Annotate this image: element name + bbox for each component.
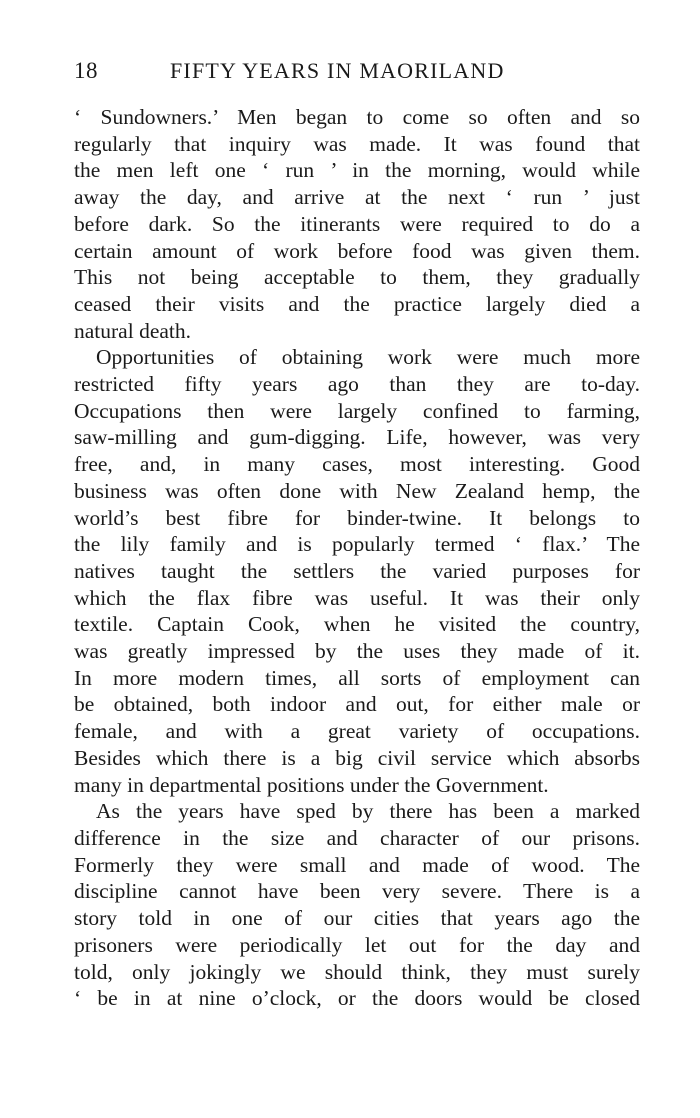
text-line: before dark. So the itinerants were required to do a [74,211,640,236]
text-line: Besides which there is a big civil service which absorbs [74,745,640,770]
text-line: story told in one of our cities that years ago the [74,906,640,931]
text-line: many in departmental positions under the Government. [74,772,549,797]
text-line: discipline cannot have been very severe. There is a [74,879,640,904]
body-text [74,104,640,1012]
text-line: restricted fifty years ago than they are to-day. [74,372,640,397]
text-line: Occupations then were largely confined to farming, [74,398,640,423]
text-line: ceased their visits and the practice largely died a [74,291,640,316]
paragraph [74,798,640,1012]
running-title: FIFTY YEARS IN MAORILAND [170,58,505,83]
text-line: regularly that inquiry was made. It was found that [74,131,640,156]
text-line: told, only jokingly we should think, they must surely [74,959,640,984]
text-line: In more modern times, all sorts of employment can [74,665,640,690]
text-line: world’s best fibre for binder-twine. It belongs to [74,505,640,530]
text-line: ‘ Sundowners.’ Men began to come so often and so [74,105,640,129]
text-line: which the flax fibre was useful. It was their only [74,585,640,610]
text-line: female, and with a great variety of occupations. [74,719,640,744]
text-line: free, and, in many cases, most interesting. Good [74,452,640,477]
text-line: Formerly they were small and made of wood. The [74,852,640,877]
text-line: prisoners were periodically let out for the day and [74,932,640,957]
book-page [74,58,640,1012]
text-line: saw-milling and gum-digging. Life, however, was very [74,425,640,450]
text-line: the lily family and is popularly termed ‘ flax.’ The [74,532,640,557]
paragraph [74,344,640,798]
text-line: natives taught the settlers the varied purposes for [74,558,640,583]
text-line: business was often done with New Zealand hemp, the [74,478,640,503]
text-line: natural death. [74,318,192,343]
text-line: certain amount of work before food was given them. [74,238,640,263]
text-line: Opportunities of obtaining work were much more [96,345,640,370]
running-head [74,58,640,98]
text-line: was greatly impressed by the uses they made of it. [74,639,640,664]
text-line: textile. Captain Cook, when he visited the country, [74,612,640,637]
text-line: This not being acceptable to them, they gradually [74,265,640,290]
text-line: the men left one ‘ run ’ in the morning, would while [74,158,640,183]
page-number: 18 [74,58,98,83]
text-line: difference in the size and character of our prisons. [74,825,640,850]
text-line: ‘ be in at nine o’clock, or the doors would be closed [74,986,640,1011]
text-line: away the day, and arrive at the next ‘ run ’ just [74,185,640,210]
paragraph [74,104,640,344]
text-line: As the years have sped by there has been a marked [96,799,640,824]
text-line: be obtained, both indoor and out, for either male or [74,692,640,717]
